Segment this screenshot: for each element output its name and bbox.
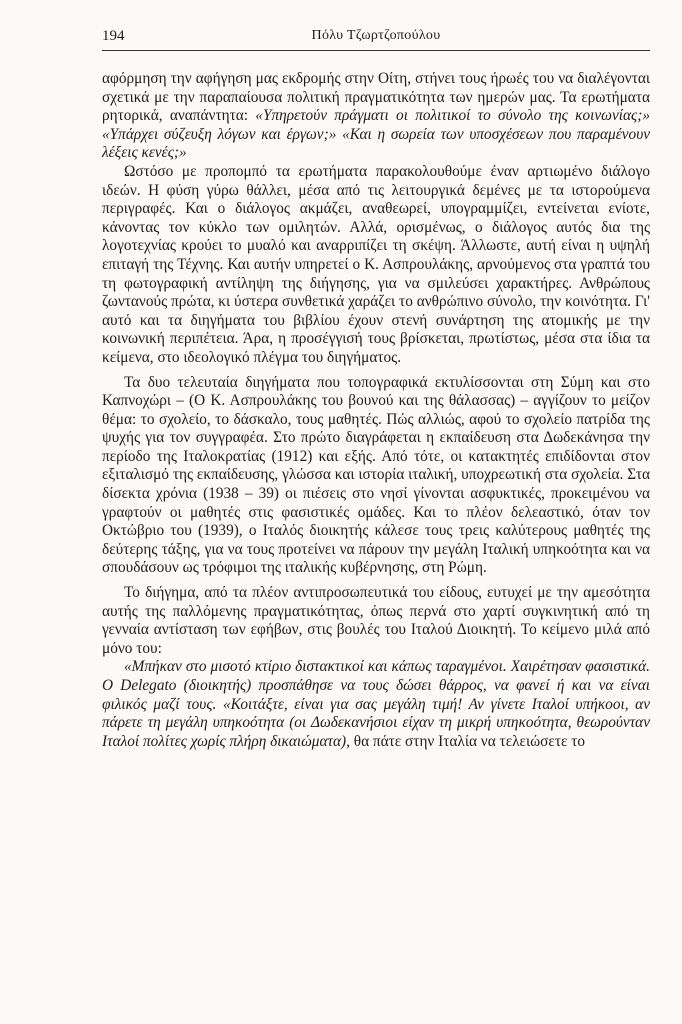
page-header (102, 24, 650, 51)
paragraph (102, 584, 650, 658)
paragraph (102, 70, 650, 163)
page-number: 194 (102, 28, 125, 44)
body-text (102, 70, 650, 751)
running-head-author: Πόλυ Τζωρτζοπούλου (311, 28, 441, 43)
text-run: Το διήγημα, από τα πλέον αντιπροσωπευτικά του είδους, ευτυχεί με την αμεσότητα αυτής της παλλόμενης πραγματικότητας, όπως περνά στο χαρτί συγκινητική από τη γενναία αντίσταση των εφήβων, στις βουλές του Ιταλού Διοικητή. Το κείμενο μιλά από μόνο του: (102, 584, 650, 657)
paragraph (102, 374, 650, 579)
paragraph (102, 163, 650, 368)
text-run: θα πάτε στην Ιταλία να τελειώσετε το (349, 732, 586, 750)
text-run: Τα δυο τελευταία διηγήματα που τοπογραφικά εκτυλίσσονται στη Σύμη και στο Καπνοχώρι – (Ο Κ. Ασπρουλάκης του βουνού και της θάλασσας) – αγγίζουν το μείζον θέμα: το σχολείο, το δάσκαλο, τους μαθητές. Πώς αλλιώς, αφού το σχολείο πατρίδα της ψυχής για τον συγγραφέα. Στο πρώτο διαγράφεται η εκπαίδευση στα Δωδεκάνησα την περίοδο της Ιταλοκρατίας (1912) και εξής. Από τότε, οι κατακτητές επιδίδονται στον εξιταλισμό της εκπαίδευσης, γλώσσα και ιστορία ιταλική, υποχρεωτική στα σχολεία. Στα δίσεκτα χρόνια (1938 – 39) οι πιέσεις στο νησί γίνονται ασφυκτικές, προκειμένου να γραφτούν οι μαθητές στις φασιστικές ομάδες. Και το πλέον δελεαστικό, όταν τον Οκτώβριο του (1939), ο Ιταλός διοικητής κάλεσε τους τρεις καλύτερους μαθητές της δεύτερης τάξης, για να τους προτείνει να πάρουν την μεγάλη Ιταλική υπηκοότητα και να σπουδάσουν ως τρόφιμοι της ιταλικής κυβέρνησης, στη Ρώμη. (102, 373, 650, 577)
italic-quote: «Υπηρετούν πράγματι οι πολιτικοί το σύνολο της κοινωνίας;» «Υπάρχει σύζευξη λόγων και έργων;» «Και η σωρεία των υποσχέσεων που παραμένουν λέξεις κενές;» (102, 107, 650, 162)
text-run: αφόρμηση την αφήγηση μας εκδρομής στην Οίτη, στήνει τους ήρωές του να διαλέγονται σχετικά με την παραπαίουσα πολιτική πραγματικότητα των ημερών μας. Τα ερωτήματα ρητορικά, αναπάντητα: (102, 70, 650, 125)
quoted-passage (102, 658, 650, 751)
text-run: Ωστόσο με προπομπό τα ερωτήματα παρακολουθούμε έναν αρτιωμένο διάλογο ιδεών. Η φύση γύρω θάλλει, μέσα από τις λειτουργικά δεμένες με τα ιστορούμενα περιγραφές. Και ο διάλογος ακμάζει, αναθεωρεί, υπογραμμίζει, εντείνεται ενίοτε, κάνοντας τον κύκλο των ομιλητών. Αλλά, ορισμένως, ο διάλογος αυτός δια της λογοτεχνίας κρούει το μυαλό και αναρριπίζει τη σκέψη. Άλλωστε, αυτή είναι η υψηλή επιταγή της Τέχνης. Και αυτήν υπηρετεί ο Κ. Ασπρουλάκης, αρνούμενος στα γραπτά του τη φωτογραφική αντίληψη της διήγησης, για να σμιλεύσει χαρακτήρες. Ανθρώπους ζωντανούς πρώτα, κι ύστερα συνθετικά χαράζει το ανθρώπινο σύνολο, την κοινότητα. Γι' αυτό και τα διηγήματα του βιβλίου έχουν στενή συνάρτηση της ατομικής με την κοινωνική περιπέτεια. Άρα, η προσέγγισή τους βρίσκεται, πρωτίστως, μέσα στα ίδια τα κείμενα, στο ιδεολογικό πλέγμα του διηγήματος. (102, 162, 650, 366)
italic-quote: «Μπήκαν στο μισοτό κτίριο διστακτικοί και κάπως ταραγμένοι. Χαιρέτησαν φασιστικά. Ο Delegato (διοικητής) προσπάθησε να τους δώσει θάρρος, να φανεί ή και να είναι φιλικός μαζί τους. «Κοιτάξτε, είναι για σας μεγάλη τιμή! Αν γίνετε Ιταλοί υπήκοοι, αν πάρετε τη μεγάλη υπηκοότητα (οι Δωδεκανήσιοι είχαν τη μικρή υπηκοότητα, θεωρούνταν Ιταλοί πολίτες χωρίς πλήρη δικαιώματα), (102, 658, 650, 750)
